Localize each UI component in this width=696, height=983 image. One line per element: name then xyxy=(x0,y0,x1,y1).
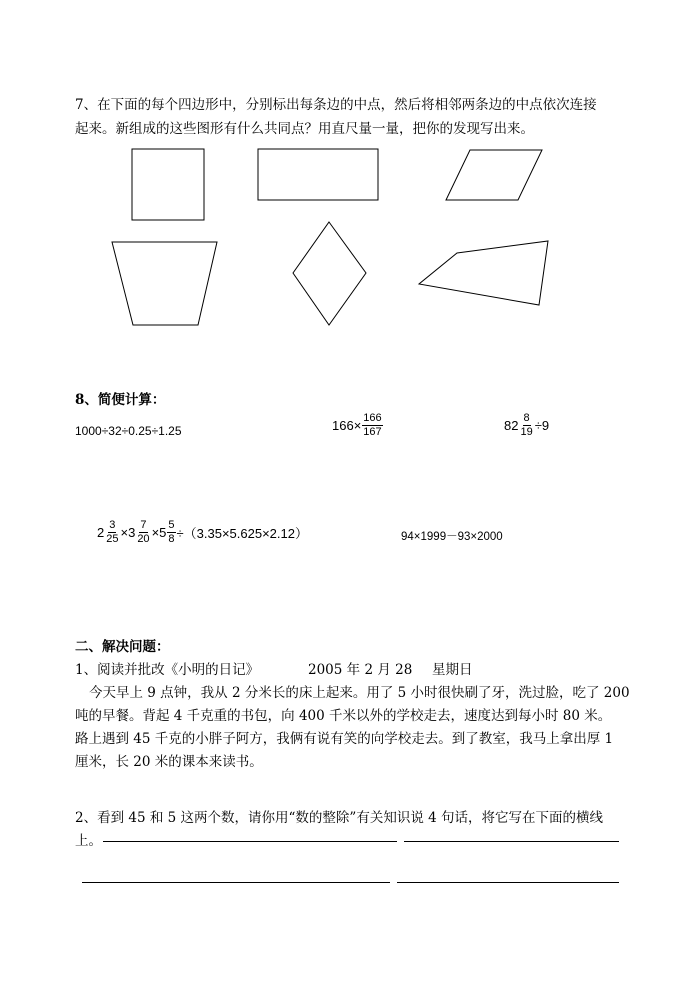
problem-1-weekday: 星期日 xyxy=(432,662,473,678)
expr-2-prefix: 166× xyxy=(332,418,362,433)
problem-1-date: 2005 年 2 月 28 xyxy=(308,662,413,678)
square-shape xyxy=(132,149,204,220)
expr-4-fraction-1 xyxy=(105,519,119,546)
q7-line-2: 起来。新组成的这些图形有什么共同点？用直尺量一量，把你的发现写出来。 xyxy=(75,121,534,137)
expr-4-op-2: ×5 xyxy=(151,525,167,540)
expr-4-num-1: 3 xyxy=(109,519,116,531)
q8-title: 8、简便计算： xyxy=(75,392,166,408)
expr-1: 1000÷32÷0.25÷1.25 xyxy=(75,424,182,438)
diary-line-4: 厘米，长 20 米的课本来读书。 xyxy=(75,754,263,770)
expr-4-whole-1: 2 xyxy=(97,525,105,540)
expr-2 xyxy=(332,412,384,439)
expr-2-denominator: 167 xyxy=(363,426,382,438)
expr-2-fraction xyxy=(362,412,382,439)
answer-line-4[interactable] xyxy=(397,882,619,883)
expr-3-denominator: 19 xyxy=(520,426,533,438)
irregular-quadrilateral-shape xyxy=(419,241,548,305)
answer-line-2[interactable] xyxy=(404,841,619,842)
expr-4-fraction-3 xyxy=(167,519,175,546)
expr-3-numerator: 8 xyxy=(523,412,530,424)
expr-4-fraction-2 xyxy=(136,519,150,546)
answer-line-1[interactable] xyxy=(103,841,397,842)
trapezoid-shape xyxy=(112,242,217,325)
expr-3-whole: 82 xyxy=(504,418,519,433)
problem-1-heading: 1、阅读并批改《小明的日记》 xyxy=(75,662,260,678)
expr-4-num-2: 7 xyxy=(140,519,147,531)
expr-4-den-1: 25 xyxy=(106,533,119,545)
diary-line-2: 吨的早餐。背起 4 千克重的书包，向 400 千米以外的学校走去，速度达到每小时 80 米。 xyxy=(75,708,612,724)
problem-2-line-2: 上。 xyxy=(75,833,102,849)
q7-line-1: 7、在下面的每个四边形中，分别标出每条边的中点，然后将相邻两条边的中点依次连接 xyxy=(75,97,597,113)
diary-line-3: 路上遇到 45 千克的小胖子阿方，我俩有说有笑的向学校走去。到了教室，我马上拿出厚 1 xyxy=(75,731,614,747)
rhombus-shape xyxy=(293,222,366,325)
expr-2-numerator: 166 xyxy=(363,412,382,424)
expr-4-den-3: 8 xyxy=(168,533,175,545)
expr-3-fraction xyxy=(519,412,533,439)
expr-4-op-1: ×3 xyxy=(120,525,136,540)
expr-3-suffix: ÷9 xyxy=(534,418,550,433)
expr-4-num-3: 5 xyxy=(168,519,175,531)
section-2-title: 二、解决问题： xyxy=(75,639,170,655)
expr-4-tail: ÷（3.35×5.625×2.12） xyxy=(176,526,308,541)
parallelogram-shape xyxy=(446,150,542,200)
rectangle-shape xyxy=(258,149,378,200)
expr-3 xyxy=(504,412,549,439)
expr-4 xyxy=(97,519,308,546)
answer-line-3[interactable] xyxy=(82,882,390,883)
expr-5: 94×1999－93×2000 xyxy=(401,531,503,543)
expr-4-den-2: 20 xyxy=(137,533,150,545)
problem-2-line-1: 2、看到 45 和 5 这两个数，请你用“数的整除”有关知识说 4 句话，将它写在下面的横线 xyxy=(75,810,603,826)
diary-line-1: 今天早上 9 点钟，我从 2 分米长的床上起来。用了 5 小时很快刷了牙，洗过脸，吃了 200 xyxy=(89,685,630,701)
